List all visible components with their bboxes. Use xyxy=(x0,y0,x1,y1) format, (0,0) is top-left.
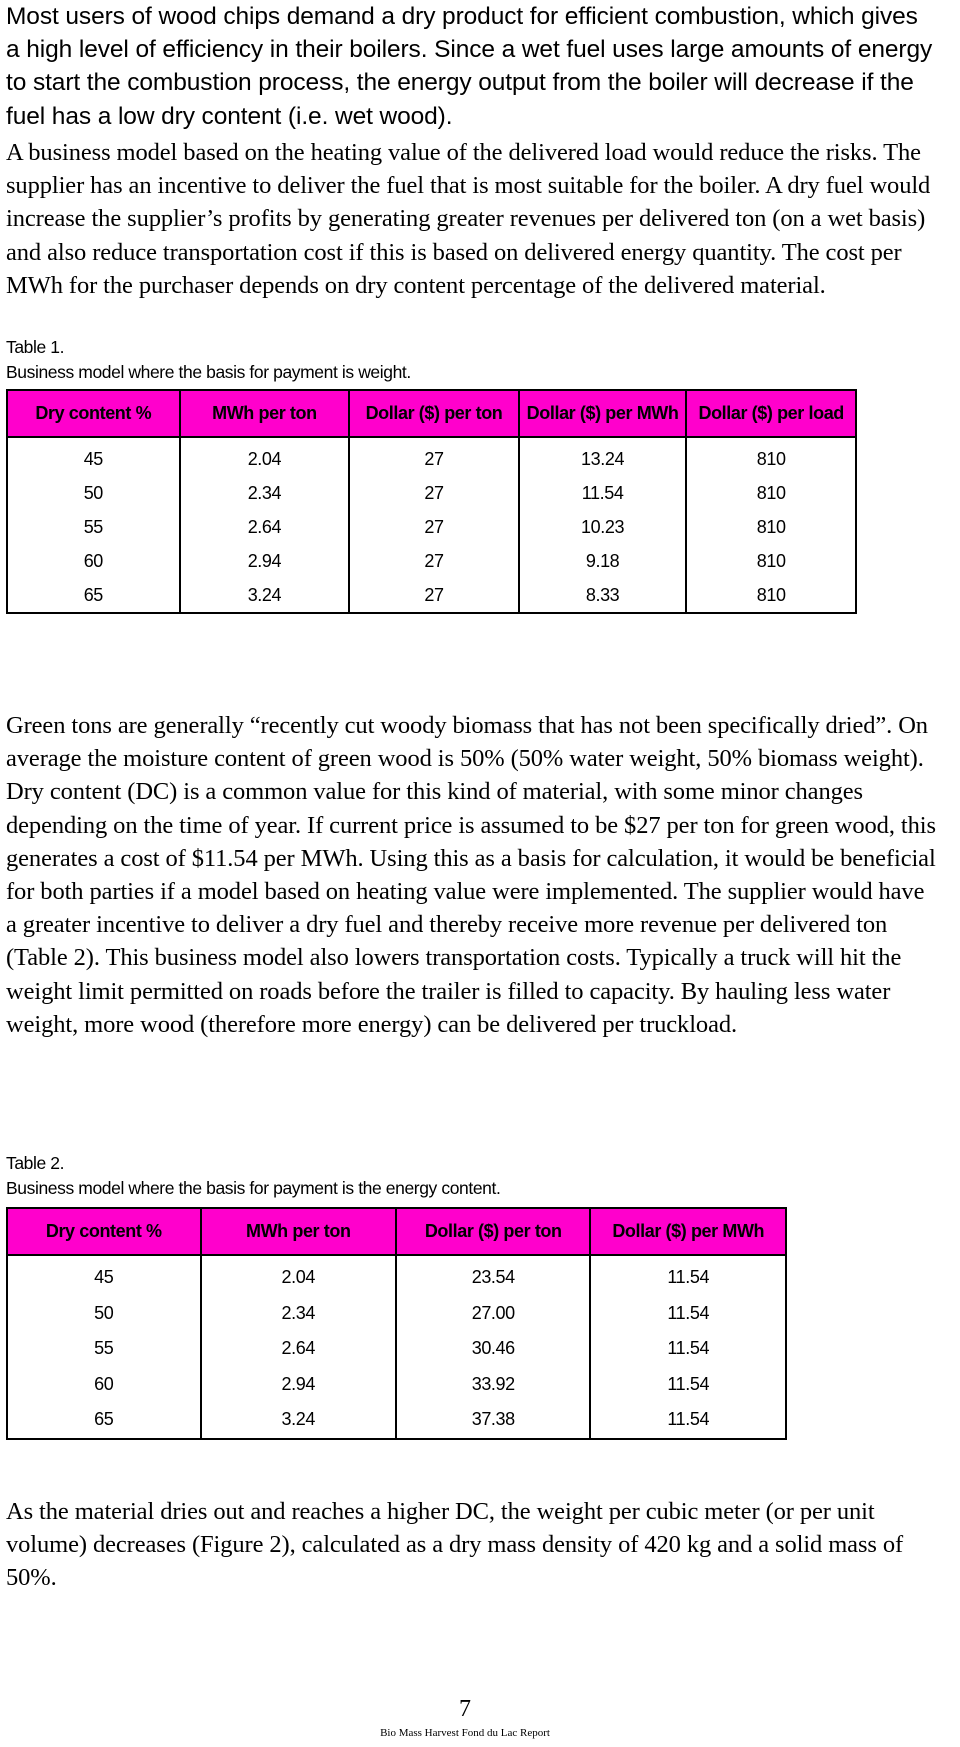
table-cell: 11.54 xyxy=(590,1367,786,1403)
table-cell: 8.33 xyxy=(519,578,687,613)
table1-header: Dollar ($) per MWh xyxy=(519,390,687,437)
table-cell: 65 xyxy=(7,1402,201,1439)
table-cell: 30.46 xyxy=(396,1331,590,1367)
intro-text: Most users of wood chips demand a dry product for efficient combustion, which gives a high level of efficiency in their boilers. Since a wet fuel uses large amounts of energy to start the combustion process, the energy output from the boiler will decrease if the fuel has a low dry content (i.e. wet wood). xyxy=(6,3,933,130)
table-cell: 27 xyxy=(349,578,519,613)
table2-header-row xyxy=(7,1208,786,1255)
table-cell: 2.64 xyxy=(180,510,350,544)
table2-header: Dollar ($) per MWh xyxy=(590,1208,786,1255)
table-row xyxy=(7,1331,786,1367)
table-2 xyxy=(6,1207,787,1440)
table-cell: 11.54 xyxy=(519,476,687,510)
table1-header: MWh per ton xyxy=(180,390,350,437)
table-cell: 3.24 xyxy=(201,1402,396,1439)
table-cell: 33.92 xyxy=(396,1367,590,1403)
table-cell: 13.24 xyxy=(519,437,687,476)
table-cell: 2.04 xyxy=(180,437,350,476)
table-cell: 2.34 xyxy=(201,1296,396,1332)
table-cell: 810 xyxy=(686,476,856,510)
green-tons-paragraph: Green tons are generally “recently cut woody biomass that has not been specifically dried”. On average the moisture content of green wood is 50% (50% water weight, 50% biomass weight). Dry content (DC) is a common value for this kind of material, with some minor changes depending on the time of year. If current price is assumed to be $27 per ton for green wood, this generates a cost of $11.54 per MWh. Using this as a basis for calculation, it would be beneficial for both parties if a model based on heating value were implemented. The supplier would have a greater incentive to deliver a dry fuel and thereby receive more revenue per delivered ton (Table 2). This business model also lowers transportation costs. Typically a truck will hit the weight limit permitted on roads before the trailer is filled to capacity. By hauling less water weight, more wood (therefore more energy) can be delivered per truckload. xyxy=(6,712,936,1038)
table1-header: Dollar ($) per ton xyxy=(349,390,519,437)
table-cell: 27 xyxy=(349,476,519,510)
table-row xyxy=(7,1367,786,1403)
table-cell: 60 xyxy=(7,1367,201,1403)
table-1 xyxy=(6,389,857,614)
table1-label: Table 1. xyxy=(6,337,65,357)
table2-caption-text: Business model where the basis for payment is the energy content. xyxy=(6,1178,501,1198)
table1-header-row xyxy=(7,390,856,437)
table-cell: 55 xyxy=(7,510,180,544)
page-number: 7 xyxy=(459,1696,471,1722)
table-cell: 27 xyxy=(349,437,519,476)
table-cell: 810 xyxy=(686,578,856,613)
table-row xyxy=(7,1255,786,1296)
table1-header: Dry content % xyxy=(7,390,180,437)
table1-caption-text: Business model where the basis for payment is weight. xyxy=(6,362,411,382)
table-cell: 810 xyxy=(686,510,856,544)
table1-caption xyxy=(6,335,411,385)
table-cell: 11.54 xyxy=(590,1296,786,1332)
table2-header: Dry content % xyxy=(7,1208,201,1255)
table-cell: 45 xyxy=(7,1255,201,1296)
intro-paragraph xyxy=(6,0,936,133)
table-row xyxy=(7,510,856,544)
table-cell: 50 xyxy=(7,476,180,510)
table2-label: Table 2. xyxy=(6,1153,65,1173)
table-row xyxy=(7,1296,786,1332)
table-cell: 37.38 xyxy=(396,1402,590,1439)
business-model-paragraph: A business model based on the heating value of the delivered load would reduce the risks. The supplier has an incentive to deliver the fuel that is most suitable for the boiler. A dry fuel would increase the supplier’s profits by generating greater revenues per delivered ton (on a wet basis) and also reduce transportation cost if this is based on delivered energy quantity. The cost per MWh for the purchaser depends on dry content percentage of the delivered material. xyxy=(6,139,931,299)
table-cell: 2.94 xyxy=(180,544,350,578)
footer-report-title: Bio Mass Harvest Fond du Lac Report xyxy=(380,1727,550,1739)
table-cell: 3.24 xyxy=(180,578,350,613)
table-row xyxy=(7,476,856,510)
table-cell: 60 xyxy=(7,544,180,578)
table-cell: 27 xyxy=(349,510,519,544)
table-cell: 2.64 xyxy=(201,1331,396,1367)
table-cell: 27.00 xyxy=(396,1296,590,1332)
table-cell: 2.94 xyxy=(201,1367,396,1403)
table-cell: 65 xyxy=(7,578,180,613)
table-cell: 810 xyxy=(686,437,856,476)
drying-paragraph: As the material dries out and reaches a higher DC, the weight per cubic meter (or per unit volume) decreases (Figure 2), calculated as a dry mass density of 420 kg and a solid mass of 50%. xyxy=(6,1498,904,1592)
table1-header: Dollar ($) per load xyxy=(686,390,856,437)
table-cell: 2.34 xyxy=(180,476,350,510)
table-cell: 50 xyxy=(7,1296,201,1332)
table-row xyxy=(7,578,856,613)
table-cell: 23.54 xyxy=(396,1255,590,1296)
table-row xyxy=(7,1402,786,1439)
table-cell: 810 xyxy=(686,544,856,578)
table-cell: 11.54 xyxy=(590,1331,786,1367)
table2-header: MWh per ton xyxy=(201,1208,396,1255)
table-cell: 11.54 xyxy=(590,1402,786,1439)
table-cell: 11.54 xyxy=(590,1255,786,1296)
table-row xyxy=(7,437,856,476)
table2-caption xyxy=(6,1151,500,1201)
table-cell: 10.23 xyxy=(519,510,687,544)
table-cell: 27 xyxy=(349,544,519,578)
table-cell: 9.18 xyxy=(519,544,687,578)
table-row xyxy=(7,544,856,578)
table-cell: 2.04 xyxy=(201,1255,396,1296)
table-cell: 45 xyxy=(7,437,180,476)
table2-header: Dollar ($) per ton xyxy=(396,1208,590,1255)
table-cell: 55 xyxy=(7,1331,201,1367)
